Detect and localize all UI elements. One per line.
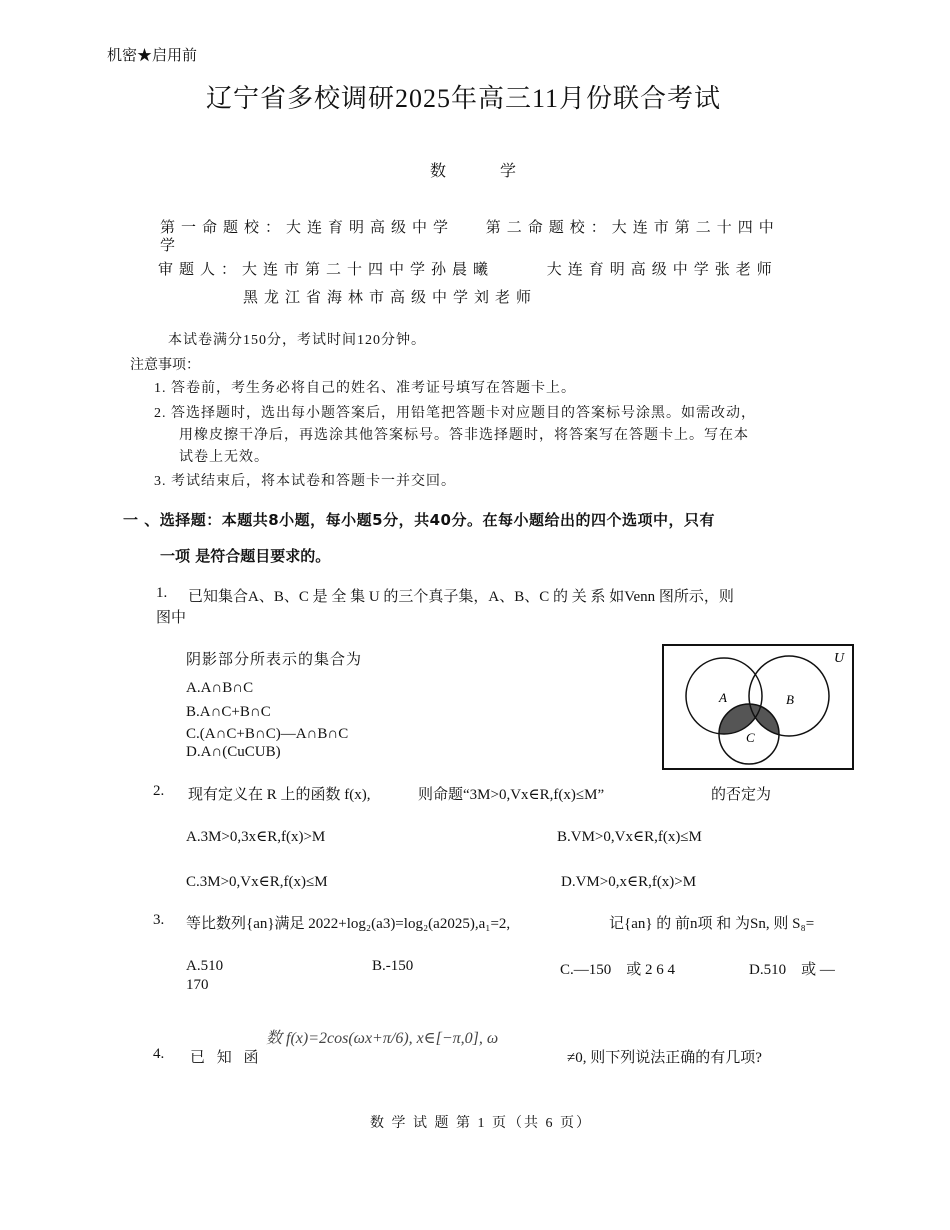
question-number: 2. (153, 783, 165, 799)
option-a: A.510 (186, 958, 224, 974)
option-b: B.A∩C+B∩C (186, 704, 271, 720)
committee-line-1-wrap: 学 (160, 236, 176, 254)
question-1-stem-cont: 阴影部分所表示的集合为 (186, 652, 363, 668)
confidential-label: 机密★启用前 (107, 48, 198, 64)
option-d: D.A∩(CuCUB) (186, 744, 281, 760)
notice-item: 用橡皮擦干净后，再选涂其他答案标号。答非选择题时，将答案写在答题卡上。写在本 (179, 428, 749, 443)
option-c: C.—150 或 2 6 4 (560, 962, 676, 978)
committee-line-3: 黑龙江省海林市高级中学刘老师 (243, 288, 538, 306)
question-2-stem-a: 现有定义在 R 上的函数 f(x), (188, 787, 371, 803)
option-d-wrap: 170 (186, 977, 209, 993)
section-heading-cont: 一项 是符合题目要求的。 (160, 547, 331, 565)
question-2-stem-b: 则命题“3M>0,Vx∈R,f(x)≤M” (418, 787, 605, 803)
question-4-stem-b: ≠0, 则下列说法正确的有几项? (567, 1050, 762, 1066)
question-1-stem: 已知集合A、B、C 是 全 集 U 的三个真子集，A、B、C 的 关 系 如Venn 图所示，则 (188, 589, 734, 605)
option-d: D.VM>0,x∈R,f(x)>M (561, 874, 697, 890)
question-1-stem-wrap: 图中 (156, 610, 187, 626)
question-number: 4. (153, 1046, 165, 1062)
exam-duration: 本试卷满分150分，考试时间120分钟。 (168, 333, 426, 348)
label-u: U (834, 651, 845, 666)
page-footer: 数 学 试 题 第 1 页（共 6 页） (370, 1116, 592, 1131)
notice-item: 1. 答卷前，考生务必将自己的姓名、准考证号填写在答题卡上。 (154, 381, 576, 396)
label-c: C (746, 730, 755, 745)
option-b: B.-150 (372, 958, 414, 974)
exam-title: 辽宁省多校调研2025年高三11月份联合考试 (206, 84, 722, 113)
option-c: C.3M>0,Vx∈R,f(x)≤M (186, 874, 328, 890)
question-3-stem-b: 记{an} 的 前n项 和 为Sn, 则 S₈= (609, 916, 815, 932)
committee-line-1: 第一命题校：大连育明高级中学 第二命题校：大连市第二十四中 (160, 218, 780, 236)
option-a: A.3M>0,3x∈R,f(x)>M (186, 829, 326, 845)
option-c: C.(A∩C+B∩C)—A∩B∩C (186, 726, 349, 742)
notice-title: 注意事项： (130, 358, 200, 373)
venn-diagram (662, 644, 856, 771)
question-number: 1. (156, 585, 168, 601)
subject-title: 数 学 (430, 163, 517, 180)
label-b: B (786, 692, 794, 707)
question-3-stem-a: 等比数列{an}满足 2022+log₂(a3)=log₂(a2025),a₁=2, (186, 916, 511, 932)
option-d: D.510 或 — (749, 962, 835, 978)
question-number: 3. (153, 912, 165, 928)
section-heading: 一 、选择题：本题共8小题，每小题5分，共40分。在每小题给出的四个选项中，只有 (123, 511, 715, 529)
notice-item: 3. 考试结束后，将本试卷和答题卡一并交回。 (154, 474, 456, 489)
committee-line-2: 审题人：大连市第二十四中学孙晨曦 大连育明高级中学张老师 (158, 260, 778, 278)
label-a: A (719, 690, 727, 705)
question-4-stem-a: 已 知 函 (190, 1050, 263, 1066)
option-a: A.A∩B∩C (186, 680, 254, 696)
question-4-formula: 数 f(x)=2cos(ωx+π/6), x∈[−π,0], ω (266, 1030, 499, 1047)
notice-item: 试卷上无效。 (179, 450, 269, 465)
question-2-stem-c: 的否定为 (711, 787, 772, 803)
notice-item: 2. 答选择题时，选出每小题答案后，用铅笔把答题卡对应题目的答案标号涂黑。如需改动， (154, 406, 756, 421)
option-b: B.VM>0,Vx∈R,f(x)≤M (557, 829, 702, 845)
